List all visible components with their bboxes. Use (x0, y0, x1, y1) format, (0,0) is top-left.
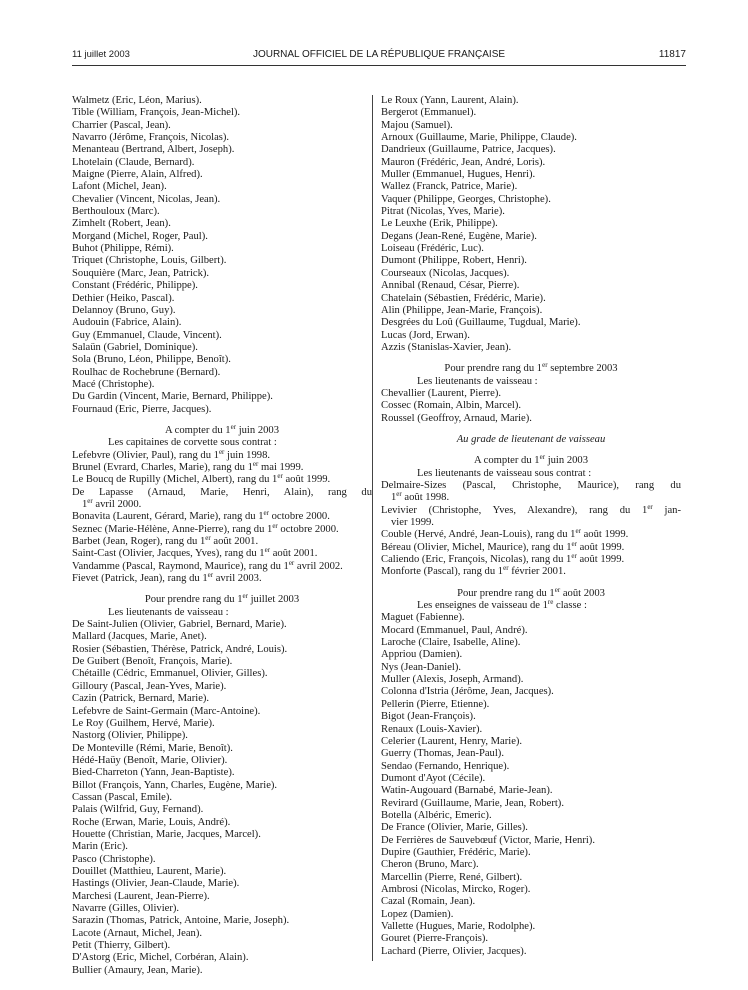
list-item: Billot (François, Yann, Charles, Eugène, Marie). (72, 779, 278, 791)
list-item: Laroche (Claire, Isabelle, Aline). (381, 637, 521, 649)
list-item: De Saint-Julien (Olivier, Gabriel, Bernard, Marie). (72, 619, 287, 631)
list-item (72, 558, 372, 573)
list-item: Charrier (Pascal, Jean). (72, 119, 171, 131)
list-item: Hédé-Haüy (Benoît, Marie, Olivier). (72, 754, 228, 766)
list-item (381, 502, 681, 530)
entry-line: De Lapasse (Arnaud, Marie, Henri, Alain), rang du (72, 486, 372, 498)
list-item: Chevallier (Laurent, Pierre). (381, 387, 502, 399)
list-item: Souquière (Marc, Jean, Patrick). (72, 267, 210, 279)
list-item: Vallette (Hugues, Marie, Rodolphe). (381, 921, 536, 932)
list-item: Lacote (Arnaut, Michel, Jean). (72, 927, 203, 939)
list-item: Le Roux (Yann, Laurent, Alain). (381, 95, 519, 106)
list-item: Marchesi (Laurent, Jean-Pierre). (72, 890, 210, 902)
list-item: Delannoy (Bruno, Guy). (72, 304, 176, 316)
list-item: Hastings (Olivier, Jean-Claude, Marie). (72, 878, 240, 890)
list-item: Bullier (Amaury, Jean, Marie). (72, 964, 203, 976)
list-item: Dupire (Gauthier, Frédéric, Marie). (381, 846, 531, 858)
page-header (72, 49, 686, 66)
list-item: Mallard (Jacques, Marie, Anet). (72, 631, 207, 643)
list-item: Alin (Philippe, Jean-Marie, François). (381, 304, 543, 316)
right-names-top (381, 95, 681, 354)
list-item: Salaün (Gabriel, Dominique). (72, 341, 198, 353)
list-item: Renaux (Louis-Xavier). (381, 723, 483, 735)
list-item: Berthouloux (Marc). (72, 206, 160, 218)
list-item: Le Leuxhe (Erik, Philippe). (381, 218, 498, 230)
list-item: Navarro (Jérôme, François, Nicolas). (72, 132, 230, 144)
list-item: Roulhac de Rochebrune (Bernard). (72, 366, 221, 378)
entry-line: Brunel (Evrard, Charles, Marie), rang du 1er mai 1999. (72, 459, 304, 473)
list-item: Wallez (Franck, Patrice, Marie). (381, 181, 518, 193)
list-item: Chétaille (Cédric, Emmanuel, Olivier, Gilles). (72, 668, 268, 680)
list-item: Gilloury (Pascal, Jean-Yves, Marie). (72, 680, 227, 692)
list-item: Rosier (Sébastien, Thérèse, Patrick, André, Louis). (72, 643, 288, 655)
list-item: Botella (Albéric, Emeric). (381, 809, 492, 821)
list-item: Walmetz (Eric, Léon, Marius). (72, 95, 202, 106)
list-item: Constant (Frédéric, Philippe). (72, 280, 198, 292)
list-item: Le Roy (Guilhem, Hervé, Marie). (72, 717, 215, 729)
list-item: Chevalier (Vincent, Nicolas, Jean). (72, 193, 221, 205)
list-item: Dethier (Heiko, Pascal). (72, 292, 175, 304)
section-heading: Pour prendre rang du 1er août 2003 (457, 585, 605, 599)
entry-line: Béreau (Olivier, Michel, Maurice), rang du 1er août 1999. (381, 539, 625, 553)
entry-line: Saint-Cast (Olivier, Jacques, Yves), rang du 1er août 2001. (72, 546, 318, 560)
list-item: Marcellin (Pierre, René, Gilbert). (381, 871, 523, 883)
list-item: Douillet (Matthieu, Laurent, Marie). (72, 865, 227, 877)
list-item: Muller (Alexis, Joseph, Armand). (381, 674, 524, 686)
list-item: Menanteau (Bertrand, Albert, Joseph). (72, 144, 235, 156)
list-item: Cossec (Romain, Albin, Marcel). (381, 400, 522, 412)
list-item: Chatelain (Sébastien, Frédéric, Marie). (381, 292, 546, 304)
list-item: D'Astorg (Eric, Michel, Corbéran, Alain). (72, 952, 249, 964)
section-subheading: Les enseignes de vaisseau de 1re classe : (417, 598, 587, 612)
list-item: Degans (Jean-René, Eugène, Marie). (381, 230, 537, 242)
column-divider (372, 95, 373, 961)
entry-line: Seznec (Marie-Hélène, Anne-Pierre), rang du 1er octobre 2000. (72, 521, 339, 535)
list-item: Nys (Jean-Daniel). (381, 661, 462, 673)
list-item: Du Gardin (Vincent, Marie, Bernard, Philippe). (72, 391, 273, 403)
entry-line: Lefebvre (Olivier, Paul), rang du 1er juin 1998. (72, 447, 271, 461)
section-subheading: Les lieutenants de vaisseau : (108, 606, 229, 618)
list-item (381, 480, 681, 505)
list-item: Guy (Emmanuel, Claude, Vincent). (72, 329, 222, 341)
list-item: Navarre (Gilles, Olivier). (72, 903, 180, 914)
list-item: De France (Olivier, Marie, Gilles). (381, 822, 528, 834)
list-item: Sendao (Fernando, Henrique). (381, 760, 510, 772)
grade-heading: Au grade de lieutenant de vaisseau (456, 433, 606, 445)
section-entries (381, 480, 681, 579)
entry-line: Fievet (Patrick, Jean), rang du 1er avril 2003. (72, 571, 262, 585)
list-item: Cazin (Patrick, Bernard, Marie). (72, 693, 210, 705)
section-heading: Pour prendre rang du 1er septembre 2003 (444, 361, 618, 375)
list-item: Guerry (Thomas, Jean-Paul). (381, 748, 504, 760)
list-item: Pellerin (Pierre, Etienne). (381, 698, 490, 710)
section-heading: A compter du 1er juin 2003 (473, 453, 589, 467)
list-item: Mauron (Frédéric, Jean, André, Loris). (381, 156, 546, 168)
list-item: Marin (Eric). (72, 841, 128, 853)
list-item: Vaquer (Philippe, Georges, Christophe). (381, 193, 551, 205)
list-item: Dumont (Philippe, Robert, Henri). (381, 255, 527, 267)
section-subheading: Les capitaines de corvette sous contrat : (108, 437, 277, 449)
list-item: Cassan (Pascal, Emile). (72, 791, 173, 803)
section-names (381, 612, 681, 958)
section-subheading: Les lieutenants de vaisseau : (417, 375, 538, 387)
list-item: Watin-Augouard (Barnabé, Marie-Jean). (381, 785, 553, 797)
list-item (72, 573, 372, 585)
list-item: Zimhelt (Robert, Jean). (72, 218, 171, 230)
list-item: Houette (Christian, Marie, Jacques, Marcel). (72, 828, 261, 840)
left-names-top (72, 95, 372, 416)
list-item: Lucas (Jord, Erwan). (381, 329, 470, 341)
list-item: Dumont d'Ayot (Cécile). (381, 772, 486, 784)
list-item: Petit (Thierry, Gilbert). (72, 940, 171, 952)
list-item: Lefebvre de Saint-Germain (Marc-Antoine). (72, 705, 261, 717)
list-item (381, 529, 681, 541)
list-item: Buhot (Philippe, Rémi). (72, 243, 174, 255)
entry-line: Le Boucq de Rupilly (Michel, Albert), rang du 1er août 1999. (72, 472, 331, 486)
list-item: Roussel (Geoffroy, Arnaud, Marie). (381, 412, 532, 424)
list-item: De Guibert (Benoît, François, Marie). (72, 656, 233, 668)
list-item (72, 474, 372, 486)
entry-line: Levivier (Christophe, Yves, Alexandre), rang du 1er jan- (381, 502, 681, 516)
list-item: Cazal (Romain, Jean). (381, 896, 476, 908)
list-item: Mocard (Emmanuel, Paul, André). (381, 624, 528, 636)
list-item: Azzis (Stanislas-Xavier, Jean). (381, 341, 512, 353)
list-item: De Monteville (Rémi, Marie, Benoît). (72, 742, 233, 754)
list-item: Audouin (Fabrice, Alain). (72, 317, 182, 329)
list-item: De Ferrières de Sauvebœuf (Victor, Marie, Henri). (381, 834, 595, 846)
section-entries (72, 447, 372, 586)
entry-continuation: vier 1999. (391, 517, 434, 528)
list-item: Cheron (Bruno, Marc). (381, 859, 479, 871)
left-column (72, 95, 372, 977)
header-journal-title: JOURNAL OFFICIEL DE LA RÉPUBLIQUE FRANÇAISE (252, 49, 506, 60)
entry-line: Delmaire-Sizes (Pascal, Christophe, Maurice), rang du (381, 479, 681, 491)
list-item: Lafont (Michel, Jean). (72, 181, 167, 193)
entry-line: Couble (Hervé, André, Jean-Louis), rang du 1er août 1999. (381, 527, 629, 541)
entry-line: Barbet (Jean, Roger), rang du 1er août 2001. (72, 534, 259, 548)
list-item: Appriou (Damien). (381, 649, 463, 661)
list-item: Bergerot (Emmanuel). (381, 107, 477, 119)
list-item (72, 447, 372, 462)
right-column (381, 95, 681, 958)
list-item: Majou (Samuel). (381, 119, 453, 131)
list-item (72, 511, 372, 523)
header-date: 11 juillet 2003 (72, 49, 130, 60)
entry-continuation: 1er avril 2000. (82, 497, 142, 510)
section-names (72, 619, 372, 977)
list-item: Lopez (Damien). (381, 908, 454, 920)
list-item (72, 521, 372, 536)
entry-line: Monforte (Pascal), rang du 1er février 2001. (381, 564, 566, 578)
list-item: Arnoux (Guillaume, Marie, Philippe, Claude). (381, 132, 577, 144)
list-item: Desgrées du Loû (Guillaume, Tugdual, Marie). (381, 317, 581, 329)
list-item (72, 536, 372, 548)
list-item (381, 554, 681, 566)
section-names (381, 388, 681, 425)
list-item: Muller (Emmanuel, Hugues, Henri). (381, 169, 536, 181)
list-item: Gouret (Pierre-François). (381, 933, 489, 945)
list-item: Dandrieux (Guillaume, Patrice, Jacques). (381, 144, 556, 156)
list-item: Ambrosi (Nicolas, Mircko, Roger). (381, 883, 531, 895)
list-item (72, 459, 372, 474)
list-item (72, 487, 372, 512)
section-subheading: Les lieutenants de vaisseau sous contrat : (417, 467, 592, 479)
list-item: Sarazin (Thomas, Patrick, Antoine, Marie, Joseph). (72, 915, 290, 927)
list-item: Lhotelain (Claude, Bernard). (72, 156, 195, 168)
list-item: Loiseau (Frédéric, Luc). (381, 243, 484, 255)
list-item: Maigne (Pierre, Alain, Alfred). (72, 169, 203, 181)
entry-line: Caliendo (Eric, François, Nicolas), rang du 1er août 1999. (381, 552, 625, 566)
list-item (381, 539, 681, 554)
list-item: Roche (Erwan, Marie, Louis, André). (72, 816, 231, 828)
section-heading: A compter du 1er juin 2003 (164, 422, 280, 436)
list-item: Bigot (Jean-François). (381, 711, 476, 723)
list-item: Tible (William, François, Jean-Michel). (72, 107, 241, 119)
list-item (381, 566, 681, 578)
list-item: Courseaux (Nicolas, Jacques). (381, 267, 510, 279)
list-item: Palais (Wilfrid, Guy, Fernand). (72, 804, 204, 816)
list-item: Colonna d'Istria (Jérôme, Jean, Jacques). (381, 686, 554, 698)
entry-line: Bonavita (Laurent, Gérard, Marie), rang du 1er octobre 2000. (72, 509, 330, 523)
list-item: Celerier (Laurent, Henry, Marie). (381, 735, 523, 747)
list-item: Macé (Christophe). (72, 378, 155, 390)
list-item: Lachard (Pierre, Olivier, Jacques). (381, 945, 527, 957)
list-item: Revirard (Guillaume, Marie, Jean, Robert). (381, 797, 564, 809)
list-item: Nastorg (Olivier, Philippe). (72, 730, 188, 742)
list-item: Pitrat (Nicolas, Yves, Marie). (381, 206, 505, 218)
list-item (72, 548, 372, 560)
list-item: Triquet (Christophe, Louis, Gilbert). (72, 255, 227, 267)
list-item: Fournaud (Eric, Pierre, Jacques). (72, 403, 212, 415)
list-item: Annibal (Renaud, César, Pierre). (381, 280, 520, 292)
list-item: Sola (Bruno, Léon, Philippe, Benoît). (72, 354, 231, 366)
list-item: Maguet (Fabienne). (381, 612, 465, 624)
header-page-number: 11817 (658, 49, 686, 60)
list-item: Pasco (Christophe). (72, 853, 156, 865)
list-item: Morgand (Michel, Roger, Paul). (72, 230, 208, 242)
entry-line: Vandamme (Pascal, Raymond, Maurice), rang du 1er avril 2002. (72, 558, 343, 572)
entry-continuation: 1er août 1998. (391, 490, 450, 504)
section-heading: Pour prendre rang du 1er juillet 2003 (144, 592, 300, 606)
list-item: Bied-Charreton (Yann, Jean-Baptiste). (72, 767, 235, 779)
